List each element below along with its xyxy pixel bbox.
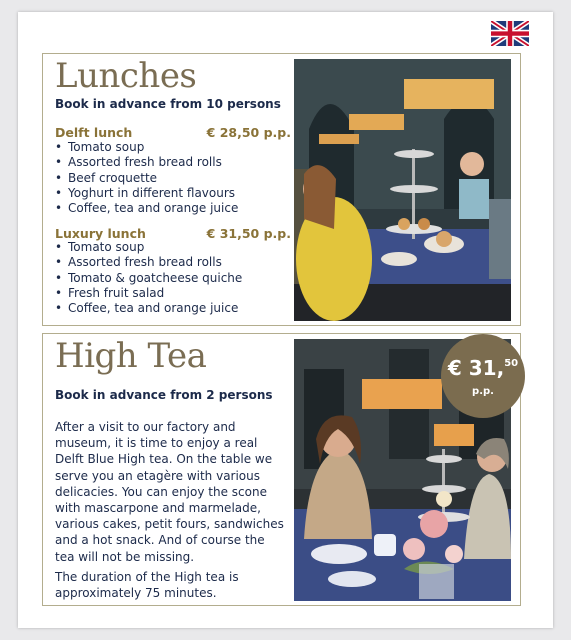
list-item: • Yoghurt in different flavours — [55, 186, 238, 201]
list-item: • Beef croquette — [55, 171, 238, 186]
list-item: • Tomato & goatcheese quiche — [55, 271, 242, 286]
high-tea-description: After a visit to our factory and museum, it is time to enjoy a real Delft Blue High tea. On the table we serve you an etagère with various delicacies. You can enjoy the scone with mascarpone and marmelade, various cakes, petit fours, sandwiches and a hot snack. And of course the tea will not be missing. — [55, 420, 284, 564]
lunches-section — [42, 53, 521, 326]
badge-unit: p.p. — [472, 386, 494, 397]
price-badge — [441, 334, 525, 418]
list-item: • Coffee, tea and orange juice — [55, 201, 238, 216]
luxury-lunch-items — [55, 240, 242, 316]
list-item: • Fresh fruit salad — [55, 286, 242, 301]
badge-amount — [441, 356, 525, 380]
menu-name: Delft lunch — [55, 125, 133, 140]
menu-price: € 28,50 p.p. — [206, 125, 291, 140]
badge-amount-main: € 31, — [447, 356, 505, 380]
lunches-title: Lunches — [55, 56, 197, 96]
list-item: • Assorted fresh bread rolls — [55, 255, 242, 270]
luxury-lunch-header — [55, 226, 291, 241]
menu-price: € 31,50 p.p. — [206, 226, 291, 241]
list-item: • Assorted fresh bread rolls — [55, 155, 238, 170]
menu-name: Luxury lunch — [55, 226, 146, 241]
list-item: • Tomato soup — [55, 240, 242, 255]
delft-lunch-header — [55, 125, 291, 140]
high-tea-title: High Tea — [55, 336, 207, 376]
delft-lunch-items — [55, 140, 238, 216]
list-item: • Tomato soup — [55, 140, 238, 155]
lunch-photo — [294, 59, 511, 321]
lunches-subtitle: Book in advance from 10 persons — [55, 97, 281, 111]
high-tea-subtitle: Book in advance from 2 persons — [55, 388, 273, 402]
badge-amount-cents: 50 — [504, 358, 519, 369]
list-item: • Coffee, tea and orange juice — [55, 301, 242, 316]
high-tea-duration: The duration of the High tea is approximately 75 minutes. — [55, 570, 239, 601]
united-kingdom-flag-icon[interactable] — [491, 21, 529, 46]
